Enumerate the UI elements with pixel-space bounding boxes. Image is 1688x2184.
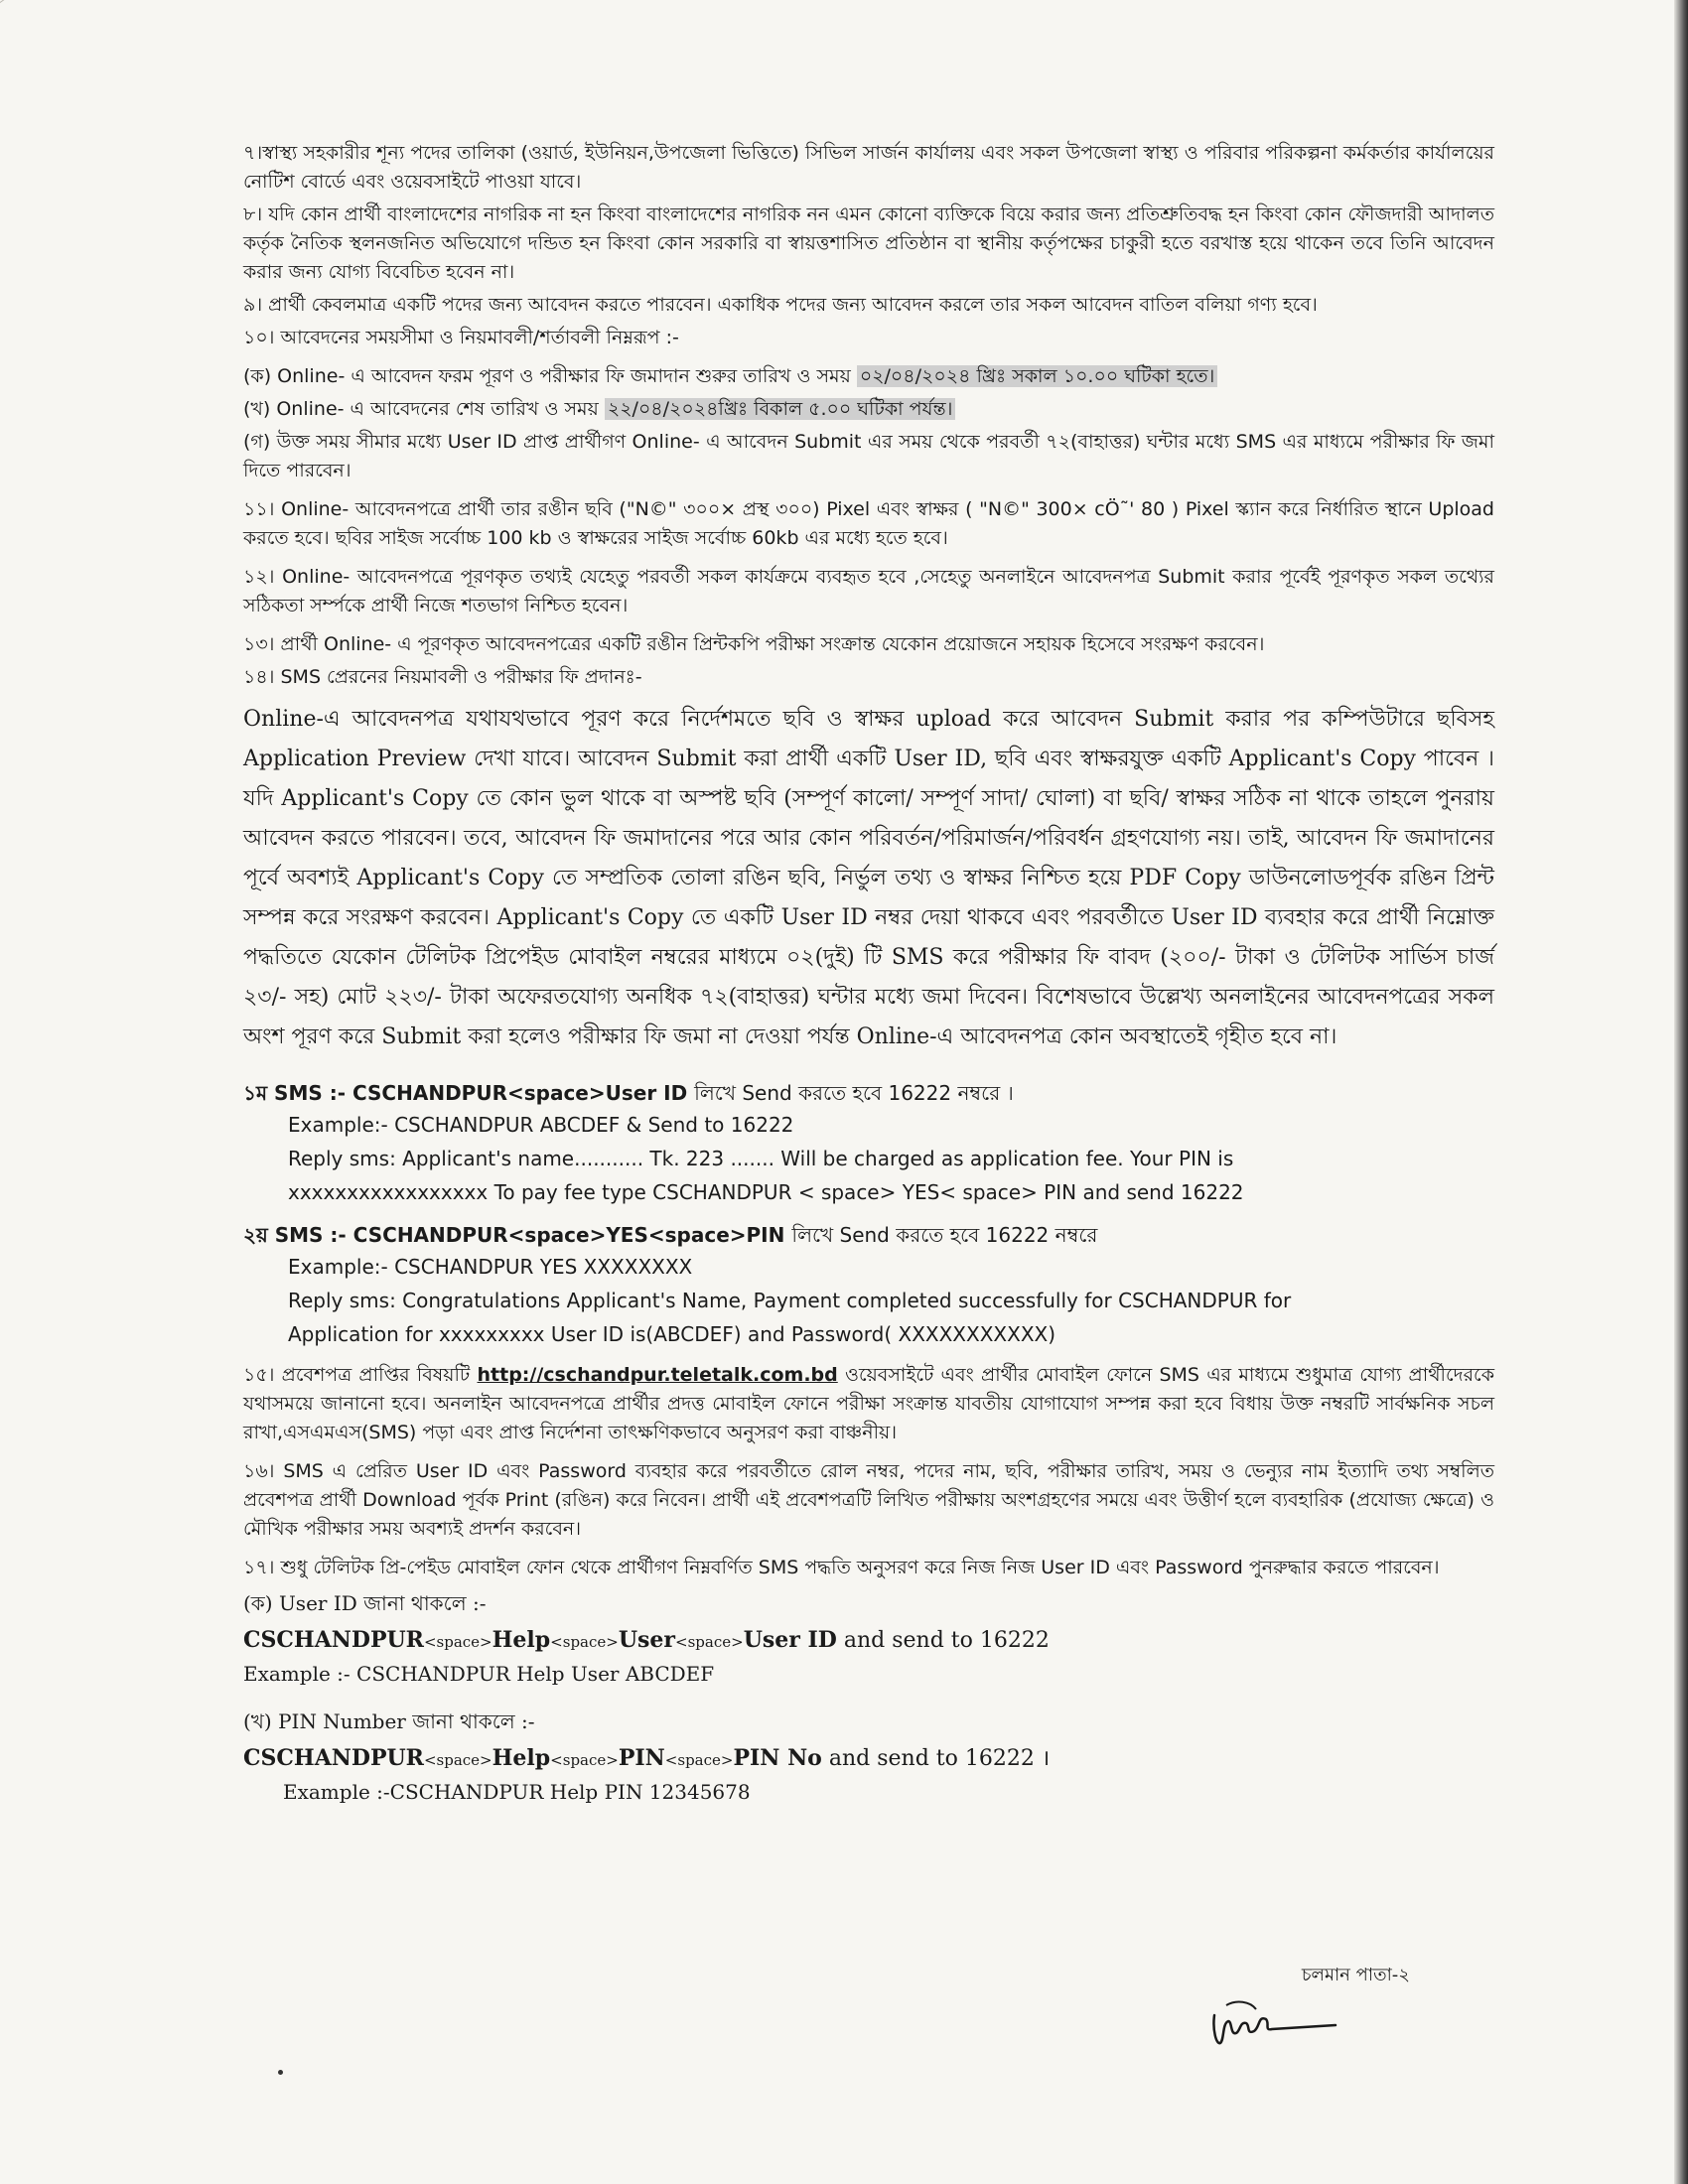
cmd-keyword: CSCHANDPUR [243, 1627, 424, 1653]
recovery-kha-example: Example :-CSCHANDPUR Help PIN 12345678 [283, 1780, 751, 1804]
start-date-highlight: ০২/০৪/২০২৪ খ্রিঃ সকাল ১০.০০ ঘটিকা হতে। [857, 365, 1217, 387]
recovery-ka-example: Example :- CSCHANDPUR Help User ABCDEF [243, 1662, 715, 1686]
cmd-send: and send to 16222 [836, 1628, 1050, 1653]
teletalk-website-link[interactable]: http://cschandpur.teletalk.com.bd [477, 1364, 838, 1386]
cmd-user-id: User ID [743, 1627, 837, 1653]
sms1-instruction: লিখে Send করতে হবে 16222 নম্বরে । [694, 1081, 1014, 1105]
scan-edge-shadow [1674, 0, 1688, 2184]
cmd-pin: PIN [618, 1745, 665, 1771]
sms2-command: ২য় SMS :- CSCHANDPUR<space>YES<space>PIN [243, 1223, 785, 1247]
item-14: ১৪। SMS প্রেরনের নিয়মাবলী ও পরীক্ষার ফি প্রদানঃ- [243, 666, 642, 688]
cmd-help: Help [492, 1745, 551, 1771]
item-9: ৯। প্রার্থী কেবলমাত্র একটি পদের জন্য আবেদন করতে পারবেন। একাধিক পদের জন্য আবেদন করলে তার সকল আবেদন বাতিল বলিয়া গণ্য হবে। [243, 294, 1318, 316]
cmd-space: <space> [664, 1751, 734, 1769]
sms1-example: Example:- CSCHANDPUR ABCDEF & Send to 16222 [288, 1113, 794, 1137]
paper-fold-line [0, 0, 229, 31]
item-8: ৮। যদি কোন প্রার্থী বাংলাদেশের নাগরিক না হন কিংবা বাংলাদেশের নাগরিক নন এমন কোনো ব্যক্তিকে বিয়ে করার জন্য প্রতিশ্রুতিবদ্ধ হন কিংবা কোন ফৌজদারী আদালত কর্তৃক নৈতিক স্থলনজনিত অভিযোগে দন্ডিত হন কিংবা কোন সরকারি বা স্বায়ত্তশাসিত প্রতিষ্ঠান বা স্থানীয় কর্তৃপক্ষের চাকুরী হতে বরখাস্ত হয়ে থাকেন তবে তিনি আবেদন করার জন্য যোগ্য বিবেচিত হবেন না। [243, 204, 1494, 283]
sms1-reply-line1: Reply sms: Applicant's name........... Tk. 223 ....... Will be charged as application fee. Your PIN is [288, 1147, 1234, 1170]
cmd-space: <space> [550, 1633, 619, 1651]
item-10: ১০। আবেদনের সময়সীমা ও নিয়মাবলী/শর্তাবলী নিম্নরূপ :- [243, 327, 679, 348]
cmd-space: <space> [423, 1633, 492, 1651]
recovery-ka-command [243, 1626, 1494, 1657]
sms2-reply-line2: Application for xxxxxxxxx User ID is(ABCDEF) and Password( XXXXXXXXXXX) [288, 1322, 1056, 1346]
sms2-heading [243, 1221, 1494, 1250]
sms2-instruction: লিখে Send করতে হবে 16222 নম্বরে [791, 1223, 1098, 1247]
sms1-reply-line2: xxxxxxxxxxxxxxxxx To pay fee type CSCHANDPUR < space> YES< space> PIN and send 16222 [288, 1180, 1244, 1204]
recovery-kha-label: (খ) PIN Number জানা থাকলে :- [243, 1709, 535, 1733]
item-13: ১৩। প্রার্থী Online- এ পূরণকৃত আবেদনপত্রের একটি রঙীন প্রিন্টকপি পরীক্ষা সংক্রান্ত যেকোন প্রয়োজনে সহায়ক হিসেবে সংরক্ষণ করবেন। [243, 633, 1265, 655]
item-14-body: Online-এ আবেদনপত্র যথাযথভাবে পূরণ করে নির্দেশমতে ছবি ও স্বাক্ষর upload করে আবেদন Submit করার পর কম্পিউটারে ছবিসহ Application Preview দেখা যাবে। আবেদন Submit করা প্রার্থী একটি User ID, ছবি এবং স্বাক্ষরযুক্ত একটি Applicant's Copy পাবেন । যদি Applicant's Copy তে কোন ভুল থাকে বা অস্পষ্ট ছবি (সম্পূর্ণ কালো/ সম্পূর্ণ সাদা/ ঘোলা) বা ছবি/ স্বাক্ষর সঠিক না থাকে তাহলে পুনরায় আবেদন করতে পারবেন। তবে, আবেদন ফি জমাদানের পরে আর কোন পরিবর্তন/পরিমার্জন/পরিবর্ধন গ্রহণযোগ্য নয়। তাই, আবেদন ফি জমাদানের পূর্বে অবশ্যই Applicant's Copy তে সম্প্রতিক তোলা রঙিন ছবি, নির্ভুল তথ্য ও স্বাক্ষর নিশ্চিত হয়ে PDF Copy ডাউনলোডপূর্বক রঙিন প্রিন্ট সম্পন্ন করে সংরক্ষণ করবেন। Applicant's Copy তে একটি User ID নম্বর দেয়া থাকবে এবং পরবর্তীতে User ID ব্যবহার করে প্রার্থী নিম্নোক্ত পদ্ধতিতে যেকোন টেলিটক প্রিপেইড মোবাইল নম্বরের মাধ্যমে ০২(দুই) টি SMS করে পরীক্ষার ফি বাবদ (২০০/- টাকা ও টেলিটক সার্ভিস চার্জ ২৩/- সহ) মোট ২২৩/- টাকা অফেরতযোগ্য অনধিক ৭২(বাহাত্তর) ঘন্টার মধ্যে জমা দিবেন। বিশেষভাবে উল্লেখ্য অনলাইনের আবেদনপত্রের সকল অংশ পূরণ করে Submit করা হলেও পরীক্ষার ফি জমা না দেওয়া পর্যন্ত Online-এ আবেদনপত্র কোন অবস্থাতেই গৃহীত হবে না। [243, 707, 1494, 1049]
item-7: ৭।স্বাস্থ্য সহকারীর শূন্য পদের তালিকা (ওয়ার্ড, ইউনিয়ন,উপজেলা ভিত্তিতে) সিভিল সার্জন কার্যালয় এবং সকল উপজেলা স্বাস্থ্য ও পরিবার পরিকল্পনা কর্মকর্তার কার্যালয়ের নোটিশ বোর্ডে এবং ওয়েবসাইটে পাওয়া যাবে। [243, 142, 1494, 193]
item-10-ga: (গ) উক্ত সময় সীমার মধ্যে User ID প্রাপ্ত প্রার্থীগণ Online- এ আবেদন Submit এর সময় থেকে পরবর্তী ৭২(বাহাত্তর) ঘন্টার মধ্যে SMS এর মাধ্যমে পরীক্ষার ফি জমা দিতে পারবেন। [243, 431, 1494, 481]
item-10-ka-text: (ক) Online- এ আবেদন ফরম পূরণ ও পরীক্ষার ফি জমাদান শুরুর তারিখ ও সময় [243, 365, 851, 387]
cmd-pin-no: PIN No [733, 1745, 822, 1771]
continued-page-label: চলমান পাতা-২ [1301, 1965, 1410, 1985]
cmd-help: Help [492, 1627, 551, 1653]
sms1-heading [243, 1079, 1494, 1108]
scan-speck [278, 2070, 283, 2075]
item-15-post: ওয়েবসাইটে এবং প্রার্থীর মোবাইল ফোনে SMS এর মাধ্যমে শুধুমাত্র যোগ্য প্রার্থীদেরকে যথাসময়ে জানানো হবে। অনলাইন আবেদনপত্রে প্রার্থীর প্রদত্ত মোবাইল ফোনে পরীক্ষা সংক্রান্ত যাবতীয় যোগাযোগ সম্পন্ন করা হবে বিধায় উক্ত নম্বরটি সার্বক্ষনিক সচল রাখা,এসএমএস(SMS) পড়া এবং প্রাপ্ত নির্দেশনা তাৎক্ষণিকভাবে অনুসরণ করা বাঞ্চনীয়। [243, 1364, 1494, 1443]
item-10-ka [243, 362, 1494, 391]
item-17: ১৭। শুধু টেলিটক প্রি-পেইড মোবাইল ফোন থেকে প্রার্থীগণ নিম্নবর্ণিত SMS পদ্ধতি অনুসরণ করে নিজ নিজ User ID এবং Password পুনরুদ্ধার করতে পারবেন। [243, 1557, 1440, 1578]
cmd-space: <space> [550, 1751, 619, 1769]
item-16: ১৬। SMS এ প্রেরিত User ID এবং Password ব্যবহার করে পরবর্তীতে রোল নম্বর, পদের নাম, ছবি, পরীক্ষার তারিখ, সময় ও ভেন্যুর নাম ইত্যাদি তথ্য সম্বলিত প্রবেশপত্র প্রার্থী Download পূর্বক Print (রঙিন) করে নিবেন। প্রার্থী এই প্রবেশপত্রটি লিখিত পরীক্ষায় অংশগ্রহণের সময়ে এবং উত্তীর্ণ হলে ব্যবহারিক (প্রযোজ্য ক্ষেত্রে) ও মৌখিক পরীক্ষার সময় অবশ্যই প্রদর্শন করবেন। [243, 1460, 1494, 1540]
item-12: ১২। Online- আবেদনপত্রে পূরণকৃত তথ্যই যেহেতু পরবর্তী সকল কার্যক্রমে ব্যবহৃত হবে ,সেহেতু অনলাইনে আবেদনপত্র Submit করার পূর্বেই পূরণকৃত সকল তথ্যের সঠিকতা সর্ম্পকে প্রার্থী নিজে শতভাগ নিশ্চিত হবেন। [243, 566, 1494, 616]
sms2-example: Example:- CSCHANDPUR YES XXXXXXXX [288, 1255, 693, 1279]
item-15 [243, 1361, 1494, 1447]
cmd-send: and send to 16222 । [821, 1746, 1051, 1771]
item-15-pre: ১৫। প্রবেশপত্র প্রাপ্তির বিষয়টি [243, 1364, 471, 1386]
cmd-user: User [618, 1627, 676, 1653]
end-date-highlight: ২২/০৪/২০২৪খ্রিঃ বিকাল ৫.০০ ঘটিকা পর্যন্ত। [605, 398, 956, 420]
cmd-keyword: CSCHANDPUR [243, 1745, 424, 1771]
cmd-space: <space> [675, 1633, 744, 1651]
sms1-command: ১ম SMS :- CSCHANDPUR<space>User ID [243, 1081, 688, 1105]
signature-icon [1206, 1985, 1345, 2055]
recovery-ka-label: (ক) User ID জানা থাকলে :- [243, 1591, 487, 1615]
item-10-kha [243, 395, 1494, 424]
item-10-kha-text: (খ) Online- এ আবেদনের শেষ তারিখ ও সময় [243, 398, 599, 420]
document-body [243, 139, 1494, 1809]
recovery-kha-command [243, 1744, 1494, 1775]
cmd-space: <space> [423, 1751, 492, 1769]
item-11: ১১। Online- আবেদনপত্রে প্রার্থী তার রঙীন ছবি ("N©" ৩০০× প্রস্থ ৩০০) Pixel এবং স্বাক্ষর ( "N©" 300× cÖ˜' 80 ) Pixel স্ক্যান করে নির্ধারিত স্থানে Upload করতে হবে। ছবির সাইজ সর্বোচ্চ 100 kb ও স্বাক্ষরের সাইজ সর্বোচ্চ 60kb এর মধ্যে হতে হবে। [243, 498, 1494, 549]
sms2-reply-line1: Reply sms: Congratulations Applicant's Name, Payment completed successfully for CSCHANDPUR for [288, 1289, 1292, 1312]
